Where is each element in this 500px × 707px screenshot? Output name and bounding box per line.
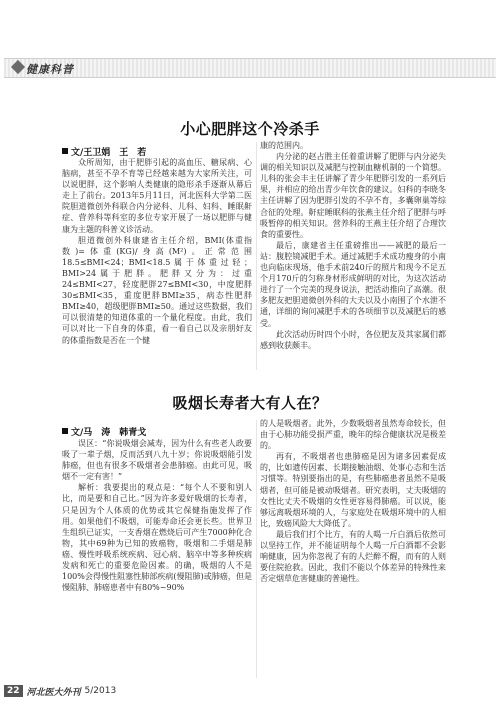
paragraph: 康的范围内。 (260, 141, 308, 150)
byline-text: 文/王卫娟 王 若 (71, 148, 147, 158)
issue-label: 5/2013 (84, 686, 117, 696)
paragraph: 胆道微创外科康建省主任介绍，BMI(体重指数)=体重(KG)/身高(M²)。正常范围18.5≤BMI<24；BMI<18.5属于体重过轻；BMI>24属于肥胖。肥胖又分为：过重24≤BMI<27，轻度肥胖27≤BMI<30，中度肥胖30≤BMI<35，重度肥胖BMI≥35，病态性肥胖BMI≥40，超级肥胖BMI≥50。通过这些数据，我们可以很清楚的知道体重的一个量化程度。由此，我们可以对比一下自身的体重，看一看自己以及亲朋好友的体重指数是否在一个健 (62, 235, 252, 345)
column-header (4, 58, 496, 78)
article-right-column (260, 140, 446, 372)
bullet-icon (62, 428, 68, 434)
paragraph: 解析：我要提出的观点是：“每个人不要和别人比，而是要和自己比。”因为许多爱好吸烟的长寿者，只是因为个人体质的优势或其它保健指施发挥了作用。如果他们不吸烟，可能寿命还会更长些。世界卫生组织已证实，一支香烟在燃烧后可产生7000种化合物，其中69种为已知的致癌物，吸烟和二手烟是肺癌、慢性呼吸系统疾病、冠心病、脑卒中等多种疾病发病和死亡的重要危险因素。的确，吸烟的人不是100%会得慢性阻塞性肺部疾病(慢阻肺)或肺癌，但是慢阻肺、肺癌患者中有80%~90% (62, 483, 252, 593)
article-left-column (62, 438, 252, 678)
byline (62, 425, 146, 438)
paragraph: 众所周知，由于肥胖引起的高血压、糖尿病、心脑病，甚至不孕不育等已经越来越为大家所关注，可以说肥胖，这个影响人类健康的隐形杀手逐渐从幕后走上了前台。2013年5月11日，河北医科大学第二医院胆道微创外科联合内分泌科、儿科、妇科、睡眠鼾症、营养科等科室的多位专家开展了一场以肥胖与健康为主题的科普义诊活动。 (62, 158, 252, 234)
column-name: 健康科普 (26, 63, 74, 76)
magazine-name: 河北医大外刊 (26, 687, 81, 698)
paragraph: 的人是吸烟者。此外，少数吸烟者虽然寿命较长，但由于心肺功能受损严重，晚年的综合健康状况是极差的。 (260, 419, 446, 451)
paragraph: 再有，不吸烟者也患肺癌是因为诸多因素促成的，比如遗传因素、长期接触油烟、处事心态和生活习惯等。特别要指出的是，有些肺癌患者虽然不是吸烟者，但可能是被动吸烟者。研究表明，丈夫吸烟的女性比丈夫不吸烟的女性更容易得肺癌。可以说，能够远离吸烟环境的人，与家庭处在吸烟环境中的人相比，致癌风险大大降低了。 (260, 452, 446, 528)
column-divider (256, 420, 257, 678)
article-left-column (62, 157, 252, 371)
paragraph: 此次活动历时四个小时，各位肥友及其家属们都感到收获颇丰。 (260, 329, 446, 350)
paragraph: 误区：“你说吸烟会减寿，因为什么有些老人政要吸了一辈子烟，反而活到八九十岁；你说吸烟能引发肺癌，但也有很多不吸烟者会患肺癌。由此可见，吸烟不一定有害！” (62, 439, 252, 482)
column-divider (256, 142, 257, 370)
bullet-icon (62, 148, 68, 154)
diamond-icon (11, 60, 25, 74)
paragraph: 内分泌的赵占胜主任着重讲解了肥胖与内分泌失调的相关知识以及减肥与控制血糖机制的一个简想。儿科的张会丰主任讲解了青少年肥胖引发的一系列后果，并相应的给出青少年饮食的建议。妇科的李晓冬主任讲解了因为肥胖引发的不孕不育，多囊卵巢等综合征的处理。鼾症睡眠科的张燕主任介绍了肥胖与呼吸暂停的相关知识。营养科的王燕主任介绍了合理饮食的重要性。 (260, 152, 446, 239)
article-right-column (260, 418, 446, 680)
page-number: 22 (4, 685, 23, 697)
paragraph: 最后，康建省主任重磅推出——减肥的最后一站：腹腔镜减肥手术。通过减肥手术成功瘦身的小南也向临床现场，他手术前240斤的照片和现今不足五个月170斤的匀称身材形成鲜明的对比，为这次活动进行了一个完美的现身说法，把活动推向了高潮。很多肥友把胆道微创外科的大夫以及小南围了个水泄不通，详细的询问减肥手术的各项细节以及减肥后的感受。 (260, 240, 446, 328)
byline-text: 文/马 涛 韩青戈 (71, 428, 147, 438)
page-footer (4, 684, 116, 698)
paragraph: 最后我们打个比方，有的人喝一斤白酒后依然可以坚持工作，并不能证明每个人喝一斤白酒都不会影响健康，因为你忽视了有的人烂醉不醒，而有的人则要住院抢救。因此，我们不能以个体差异的特殊性来否定烟草危害健康的普遍性。 (260, 529, 446, 584)
article-title: 小心肥胖这个冷杀手 (180, 120, 320, 138)
article-title: 吸烟长寿者大有人在？ (172, 394, 328, 412)
